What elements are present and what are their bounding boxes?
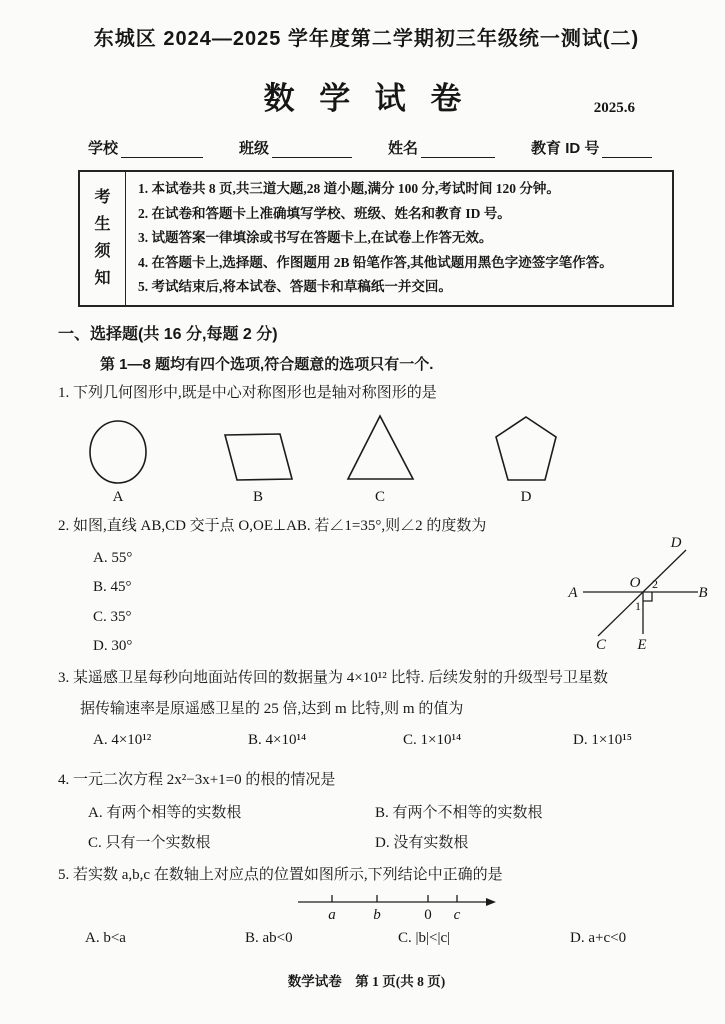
pentagon-shape [496, 417, 556, 480]
notice-item-1: 1. 本试卷共 8 页,共三道大题,28 道小题,满分 100 分,考试时间 120 分钟。 [138, 181, 560, 196]
question-3-stem-line2: 据传输速率是原遥感卫星的 25 倍,达到 m 比特,则 m 的值为 [80, 700, 464, 717]
question-4-option-d: D. 没有实数根 [375, 834, 469, 851]
section-1-subtitle: 第 1—8 题均有四个选项,符合题意的选项只有一个. [100, 355, 434, 373]
question-4-option-b: B. 有两个不相等的实数根 [375, 804, 543, 821]
angle-1-label: 1 [635, 598, 641, 613]
shape-label-c: C [374, 488, 386, 505]
school-blank-line [121, 141, 203, 158]
line-cd [598, 550, 686, 636]
name-label: 姓名 [388, 140, 419, 157]
exam-header-title: 东城区 2024—2025 学年度第二学期初三年级统一测试(二) [93, 28, 640, 50]
question-5-option-a: A. b<a [85, 929, 126, 946]
question-4-options [58, 801, 675, 852]
notice-side-label: 考生须知 [94, 189, 111, 288]
question-5-options [58, 930, 675, 954]
section-1-title: 一、选择题(共 16 分,每题 2 分) [58, 325, 278, 343]
axis-arrowhead [486, 898, 496, 906]
question-4-option-c: C. 只有一个实数根 [88, 834, 211, 851]
examinee-notice-box [78, 170, 674, 307]
point-label-d: D [670, 534, 682, 551]
axis-label-a: a [328, 906, 336, 923]
notice-item-2: 2. 在试卷和答题卡上准确填写学校、班级、姓名和教育 ID 号。 [138, 205, 511, 221]
point-label-c: C [595, 636, 607, 653]
triangle-shape [348, 416, 413, 479]
parallelogram-shape [225, 434, 292, 480]
notice-items [126, 172, 672, 305]
shape-label-b: B [252, 488, 264, 505]
question-3-option-d: D. 1×10¹⁵ [573, 731, 633, 748]
school-field [88, 137, 203, 158]
question-2-option-c: C. 35° [93, 608, 132, 625]
notice-item-3: 3. 试题答案一律填涂或书写在答题卡上,在试卷上作答无效。 [138, 230, 493, 245]
question-2-option-d: D. 30° [93, 638, 133, 654]
class-label: 班级 [239, 140, 270, 157]
question-3-option-b: B. 4×10¹⁴ [248, 731, 307, 748]
axis-label-b: b [373, 906, 381, 923]
question-3 [58, 666, 675, 756]
exam-date: 2025.6 [593, 100, 635, 116]
student-info-row [58, 137, 675, 158]
paper-title: 数 学 试 卷 [263, 81, 470, 116]
notice-item-4: 4. 在答题卡上,选择题、作图题用 2B 铅笔作答,其他试题用黑色字迹签字笔作答。 [138, 254, 613, 270]
point-label-o: O [629, 574, 641, 591]
question-2-option-b: B. 45° [93, 579, 132, 595]
axis-label-c: c [453, 906, 461, 923]
question-5-stem: 5. 若实数 a,b,c 在数轴上对应点的位置如图所示,下列结论中正确的是 [58, 866, 503, 883]
question-4 [58, 768, 675, 852]
education-id-label: 教育 ID 号 [531, 140, 600, 157]
question-5-option-b: B. ab<0 [245, 929, 293, 946]
name-blank-line [421, 141, 495, 158]
question-3-option-a: A. 4×10¹² [93, 731, 152, 748]
education-id-blank-line [602, 141, 652, 158]
question-2-option-a: A. 55° [93, 549, 133, 566]
shape-label-a: A [112, 488, 124, 505]
right-angle-mark [643, 592, 652, 601]
question-3-options [58, 732, 675, 756]
question-5-option-c: C. |b|<|c| [398, 929, 451, 946]
question-4-option-a: A. 有两个相等的实数根 [88, 804, 242, 821]
page-footer: 数学试卷 第 1 页(共 8 页) [287, 973, 446, 989]
question-2-stem: 2. 如图,直线 AB,CD 交于点 O,OE⊥AB. 若∠1=35°,则∠2 的度数为 [58, 517, 487, 534]
circle-shape [90, 421, 146, 483]
point-label-a: A [568, 584, 578, 601]
question-1-shapes-figure [58, 407, 678, 509]
angle-2-label: 2 [652, 576, 658, 591]
education-id-field [531, 137, 652, 158]
class-field [239, 137, 352, 158]
point-label-e: E [637, 636, 647, 653]
question-5-option-d: D. a+c<0 [570, 929, 627, 946]
class-blank-line [272, 141, 352, 158]
point-label-b: B [698, 584, 708, 601]
axis-label-zero: 0 [424, 906, 432, 923]
question-3-option-c: C. 1×10¹⁴ [403, 731, 462, 748]
question-5-number-line-figure [290, 890, 510, 924]
notice-item-5: 5. 考试结束后,将本试卷、答题卡和草稿纸一并交回。 [138, 279, 452, 294]
question-3-stem-line1: 3. 某遥感卫星每秒向地面站传回的数据量为 4×10¹² 比特. 后续发射的升级型号卫星数 [58, 669, 608, 686]
question-2 [58, 514, 708, 662]
notice-side-column [80, 172, 126, 305]
shape-label-d: D [520, 488, 532, 505]
school-label: 学校 [88, 140, 119, 157]
question-1-stem: 1. 下列几何图形中,既是中心对称图形也是轴对称图形的是 [58, 384, 437, 401]
question-5 [58, 863, 675, 954]
question-1 [58, 381, 675, 509]
paper-title-row [58, 73, 675, 117]
question-4-stem: 4. 一元二次方程 2x²−3x+1=0 的根的情况是 [58, 771, 336, 788]
question-2-lines-figure [535, 530, 710, 665]
name-field [388, 137, 495, 158]
